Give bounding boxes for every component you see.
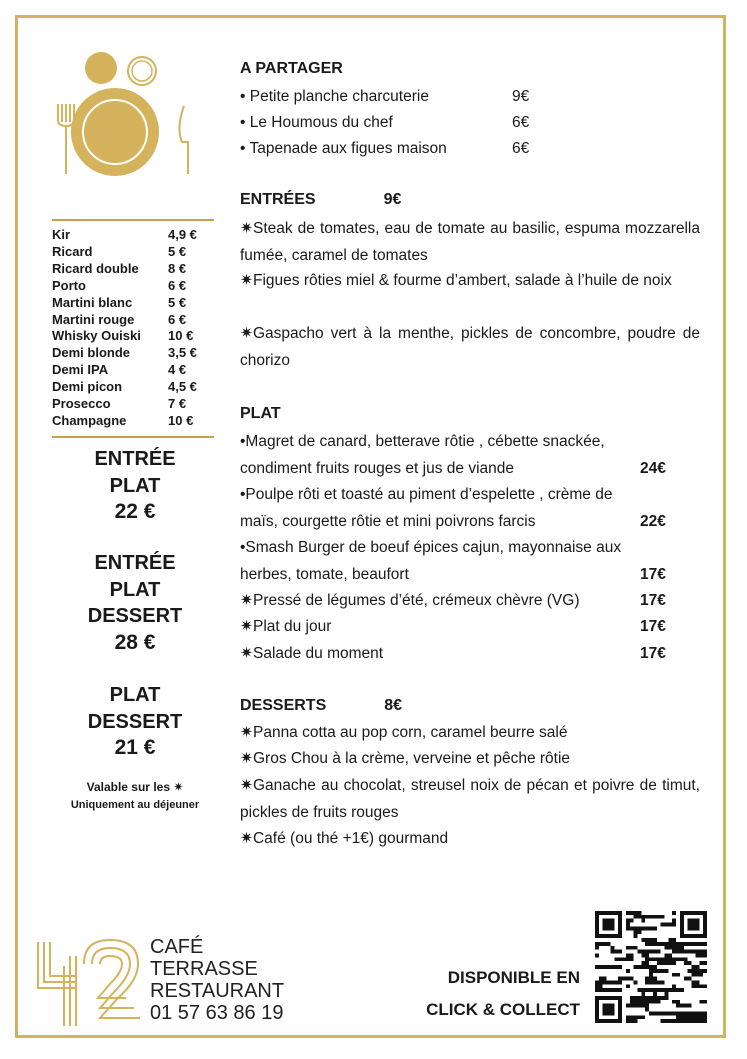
- menu-item: ✷Figues rôties miel & fourme d’ambert, salade à l’huile de noix: [240, 272, 672, 289]
- menu-item: •Smash Burger de boeuf épices cajun, mayonnaise aux herbes, tomate, beaufort 17€: [240, 539, 666, 583]
- menu-item: • Le Houmous du chef 6€: [240, 114, 530, 131]
- click-collect-label: DISPONIBLE EN CLICK & COLLECT: [426, 968, 580, 1019]
- menu-item: ✷Plat du jour 17€: [240, 618, 666, 635]
- section-title-partager: A PARTAGER: [240, 60, 343, 77]
- formula-entree-plat: ENTRÉE PLAT 22 €: [94, 448, 176, 523]
- formula-note: Valable sur les ✷ Uniquement au déjeuner: [70, 780, 200, 811]
- drinks-list: [52, 219, 214, 438]
- section-title-desserts: DESSERTS 8€: [240, 697, 403, 714]
- menu-item: ✷Panna cotta au pop corn, caramel beurre salé: [240, 724, 568, 741]
- drink-row: Demi IPA 4 €: [52, 362, 187, 378]
- drink-row: Whisky Ouiski 10 €: [52, 328, 194, 344]
- drink-row: Martini blanc 5 €: [52, 294, 187, 310]
- drink-row: Prosecco 7 €: [52, 396, 187, 412]
- menu-item: ✷Gaspacho vert à la menthe, pickles de concombre, poudre de chorizo: [240, 325, 700, 369]
- plate-cutlery-logo: [52, 46, 202, 176]
- menu-item: ✷Salade du moment 17€: [240, 645, 666, 662]
- menu-item: • Tapenade aux figues maison 6€: [240, 140, 530, 157]
- drink-row: Ricard double 8 €: [52, 260, 187, 276]
- menu-item: ✷Ganache au chocolat, streusel noix de pécan et poivre de timut, pickles de fruits rouges: [240, 777, 700, 821]
- menu-item: ✷Café (ou thé +1€) gourmand: [240, 830, 449, 847]
- menu-item: ✷Gros Chou à la crème, verveine et pêche rôtie: [240, 750, 571, 767]
- drink-row: Demi blonde 3,5 €: [52, 345, 197, 361]
- logo-42: [34, 936, 144, 1028]
- menu-item: • Petite planche charcuterie 9€: [240, 88, 530, 105]
- drink-row: Martini rouge 6 €: [52, 311, 187, 327]
- phone-number: 01 57 63 86 19: [150, 1002, 284, 1024]
- drink-row: Porto 6 €: [52, 277, 187, 293]
- menu-item: ✷Steak de tomates, eau de tomate au basilic, espuma mozzarella fumée, caramel de tomates: [240, 220, 700, 264]
- brand-name: CAFÉ TERRASSE RESTAURANT 01 57 63 86 19: [150, 936, 285, 1024]
- drink-row: Kir 4,9 €: [52, 227, 197, 242]
- drink-row: Demi picon 4,5 €: [52, 379, 197, 395]
- formula-entree-plat-dessert: ENTRÉE PLAT DESSERT 28 €: [87, 552, 183, 654]
- qr-code[interactable]: [594, 911, 708, 1023]
- section-title-entrees: ENTRÉES 9€: [240, 191, 402, 208]
- menu-item: •Magret de canard, betterave rôtie , cébette snackée, condiment fruits rouges et jus de viande 24€: [240, 433, 666, 477]
- formula-plat-dessert: PLAT DESSERT 21 €: [87, 684, 183, 759]
- menu-item: •Poulpe rôti et toasté au piment d’espelette , crème de maïs, courgette rôtie et mini poivrons farcis 22€: [240, 486, 666, 530]
- menu-item: ✷Pressé de légumes d’été, crémeux chèvre (VG) 17€: [240, 592, 666, 609]
- drink-row: Ricard 5 €: [52, 243, 187, 259]
- section-title-plat: PLAT: [240, 405, 281, 422]
- drink-row: Champagne 10 €: [52, 412, 194, 428]
